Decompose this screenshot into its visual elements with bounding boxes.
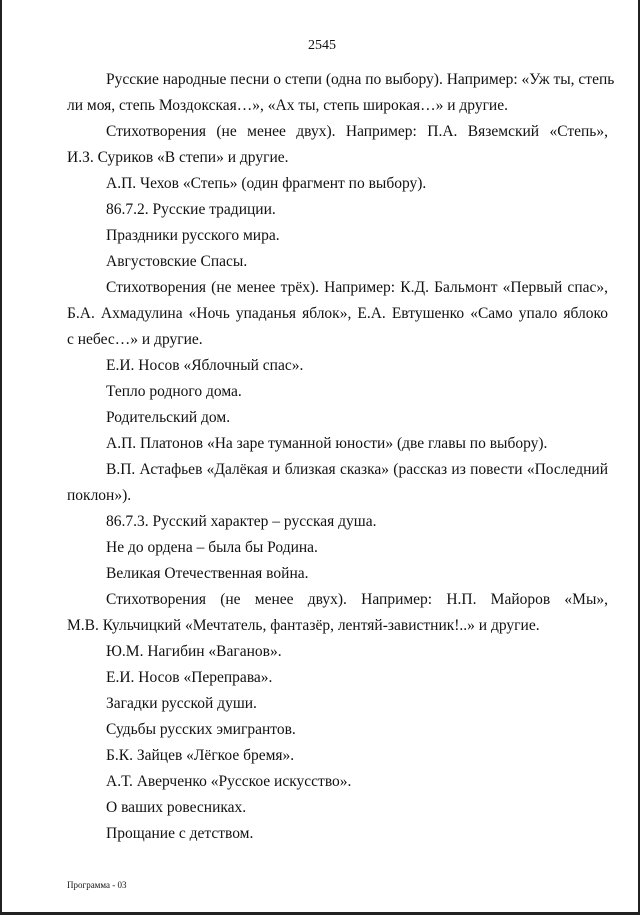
text-line: Августовские Спасы. xyxy=(106,253,248,270)
text-line: А.П. Платонов «На заре туманной юности» (две главы по выбору). xyxy=(106,435,548,452)
text-line: И.З. Суриков «В степи» и другие. xyxy=(67,149,289,166)
text-line: Праздники русского мира. xyxy=(106,227,280,244)
section-heading: 86.7.3. Русский характер – русская душа. xyxy=(106,513,377,530)
text-line: Стихотворения (не менее трёх). Например: К.Д. Бальмонт «Первый спас», xyxy=(106,279,608,296)
text-line: Тепло родного дома. xyxy=(106,383,242,400)
text-line: Е.И. Носов «Переправа». xyxy=(106,669,273,686)
text-line: Судьбы русских эмигрантов. xyxy=(106,721,296,738)
text-line: Стихотворения (не менее двух). Например: Н.П. Майоров «Мы», xyxy=(106,591,608,608)
text-line: поклон»). xyxy=(67,487,132,504)
text-line: с небес…» и другие. xyxy=(67,331,203,348)
text-line: Великая Отечественная война. xyxy=(106,565,309,582)
text-line: А.П. Чехов «Степь» (один фрагмент по выбору). xyxy=(106,175,427,192)
text-line: М.В. Кульчицкий «Мечтатель, фантазёр, лентяй-завистник!..» и другие. xyxy=(67,617,540,634)
text-line: Загадки русской души. xyxy=(106,695,257,712)
section-heading: 86.7.2. Русские традиции. xyxy=(106,201,276,218)
text-line: А.Т. Аверченко «Русское искусство». xyxy=(106,773,352,790)
text-line: Не до ордена – была бы Родина. xyxy=(106,539,318,556)
text-line: В.П. Астафьев «Далёкая и близкая сказка» (рассказ из повести «Последний xyxy=(106,461,608,478)
text-line: Б.А. Ахмадулина «Ночь упаданья яблок», Е.А. Евтушенко «Само упало яблоко xyxy=(67,305,608,322)
text-line: Б.К. Зайцев «Лёгкое бремя». xyxy=(106,747,295,764)
text-line: Ю.М. Нагибин «Ваганов». xyxy=(106,643,282,660)
text-line: Родительский дом. xyxy=(106,409,231,426)
text-line: Е.И. Носов «Яблочный спас». xyxy=(106,357,304,374)
page-number: 2545 xyxy=(308,38,336,53)
text-line: ли моя, степь Моздокская…», «Ах ты, степь широкая…» и другие. xyxy=(67,97,508,114)
text-line: Прощание с детством. xyxy=(106,825,254,842)
text-line: Русские народные песни о степи (одна по выбору). Например: «Уж ты, степь xyxy=(106,71,615,88)
footer-label: Программа - 03 xyxy=(67,880,127,890)
text-line: Стихотворения (не менее двух). Например: П.А. Вяземский «Степь», xyxy=(106,123,608,140)
text-line: О ваших ровесниках. xyxy=(106,799,247,816)
